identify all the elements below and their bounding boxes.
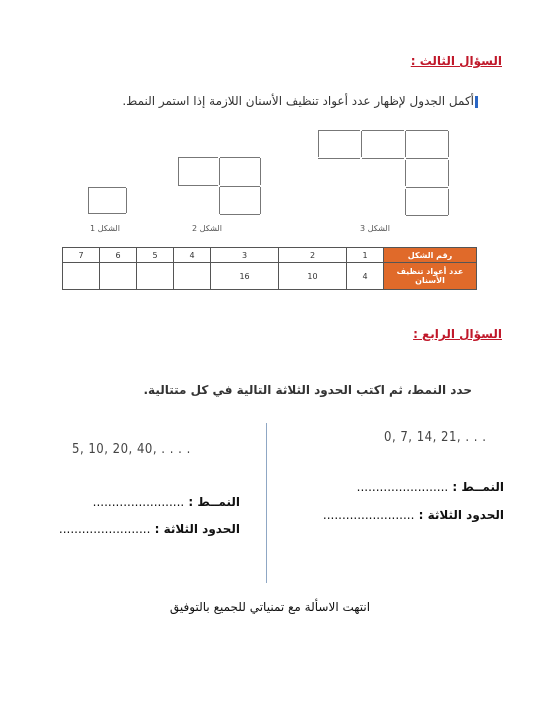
right-terms-label: الحدود الثلاثة : [418,508,504,522]
left-pattern-answer [93,495,240,509]
question-3-heading: السؤال الثالث : [410,54,502,68]
right-terms-answer [323,508,504,522]
right-pattern-blank[interactable]: ........................ [356,480,449,494]
stick-count-cell[interactable] [174,263,211,290]
figure-2-label: الشكل 2 [192,224,222,233]
sequence-left: 5, 10, 20, 40, . . . . [72,442,191,457]
left-pattern-blank[interactable]: ........................ [92,495,185,509]
question-4-instruction: حدد النمط، ثم اكتب الحدود الثلاثة التالية في كل متتالية. [143,383,472,397]
right-terms-blank[interactable]: ........................ [322,508,415,522]
question-4-heading: السؤال الرابع : [413,327,502,341]
shape-number-cell: 1 [346,248,383,263]
sequence-right: 0, 7, 14, 21, . . . [384,430,487,445]
figure-3-label: الشكل 3 [360,224,390,233]
left-pattern-label: النمــط : [188,495,240,509]
pattern-table [62,247,477,290]
closing-message: انتهت الاسألة مع تمنياتي للجميع بالتوفيق [169,600,371,614]
table-row-stick-count [63,263,477,290]
stick-count-cell: 16 [211,263,279,290]
left-terms-blank[interactable]: ........................ [58,522,151,536]
row-header-shape-number: رقم الشكل [384,248,477,263]
figure-1-label: الشكل 1 [90,224,120,233]
question-3-instruction: أكمل الجدول لإظهار عدد أعواد تنظيف الأسنان اللازمة إذا استمر النمط. [122,94,474,108]
shape-number-cell: 5 [137,248,174,263]
right-pattern-label: النمــط : [452,480,504,494]
left-terms-answer [59,522,240,536]
shape-number-cell: 4 [174,248,211,263]
shape-number-cell: 3 [211,248,279,263]
shape-number-cell: 7 [63,248,100,263]
stick-count-cell[interactable] [63,263,100,290]
shape-number-cell: 2 [279,248,347,263]
table-row-shape-number [63,248,477,263]
stick-count-cell: 4 [346,263,383,290]
stick-count-cell[interactable] [137,263,174,290]
row-header-stick-count: عدد أعواد تنظيف الأسنان [384,263,477,290]
stick-count-cell: 10 [279,263,347,290]
stick-count-cell[interactable] [100,263,137,290]
column-divider [266,423,267,583]
instruction-bullet [475,96,478,108]
shape-number-cell: 6 [100,248,137,263]
left-terms-label: الحدود الثلاثة : [154,522,240,536]
right-pattern-answer [357,480,504,494]
